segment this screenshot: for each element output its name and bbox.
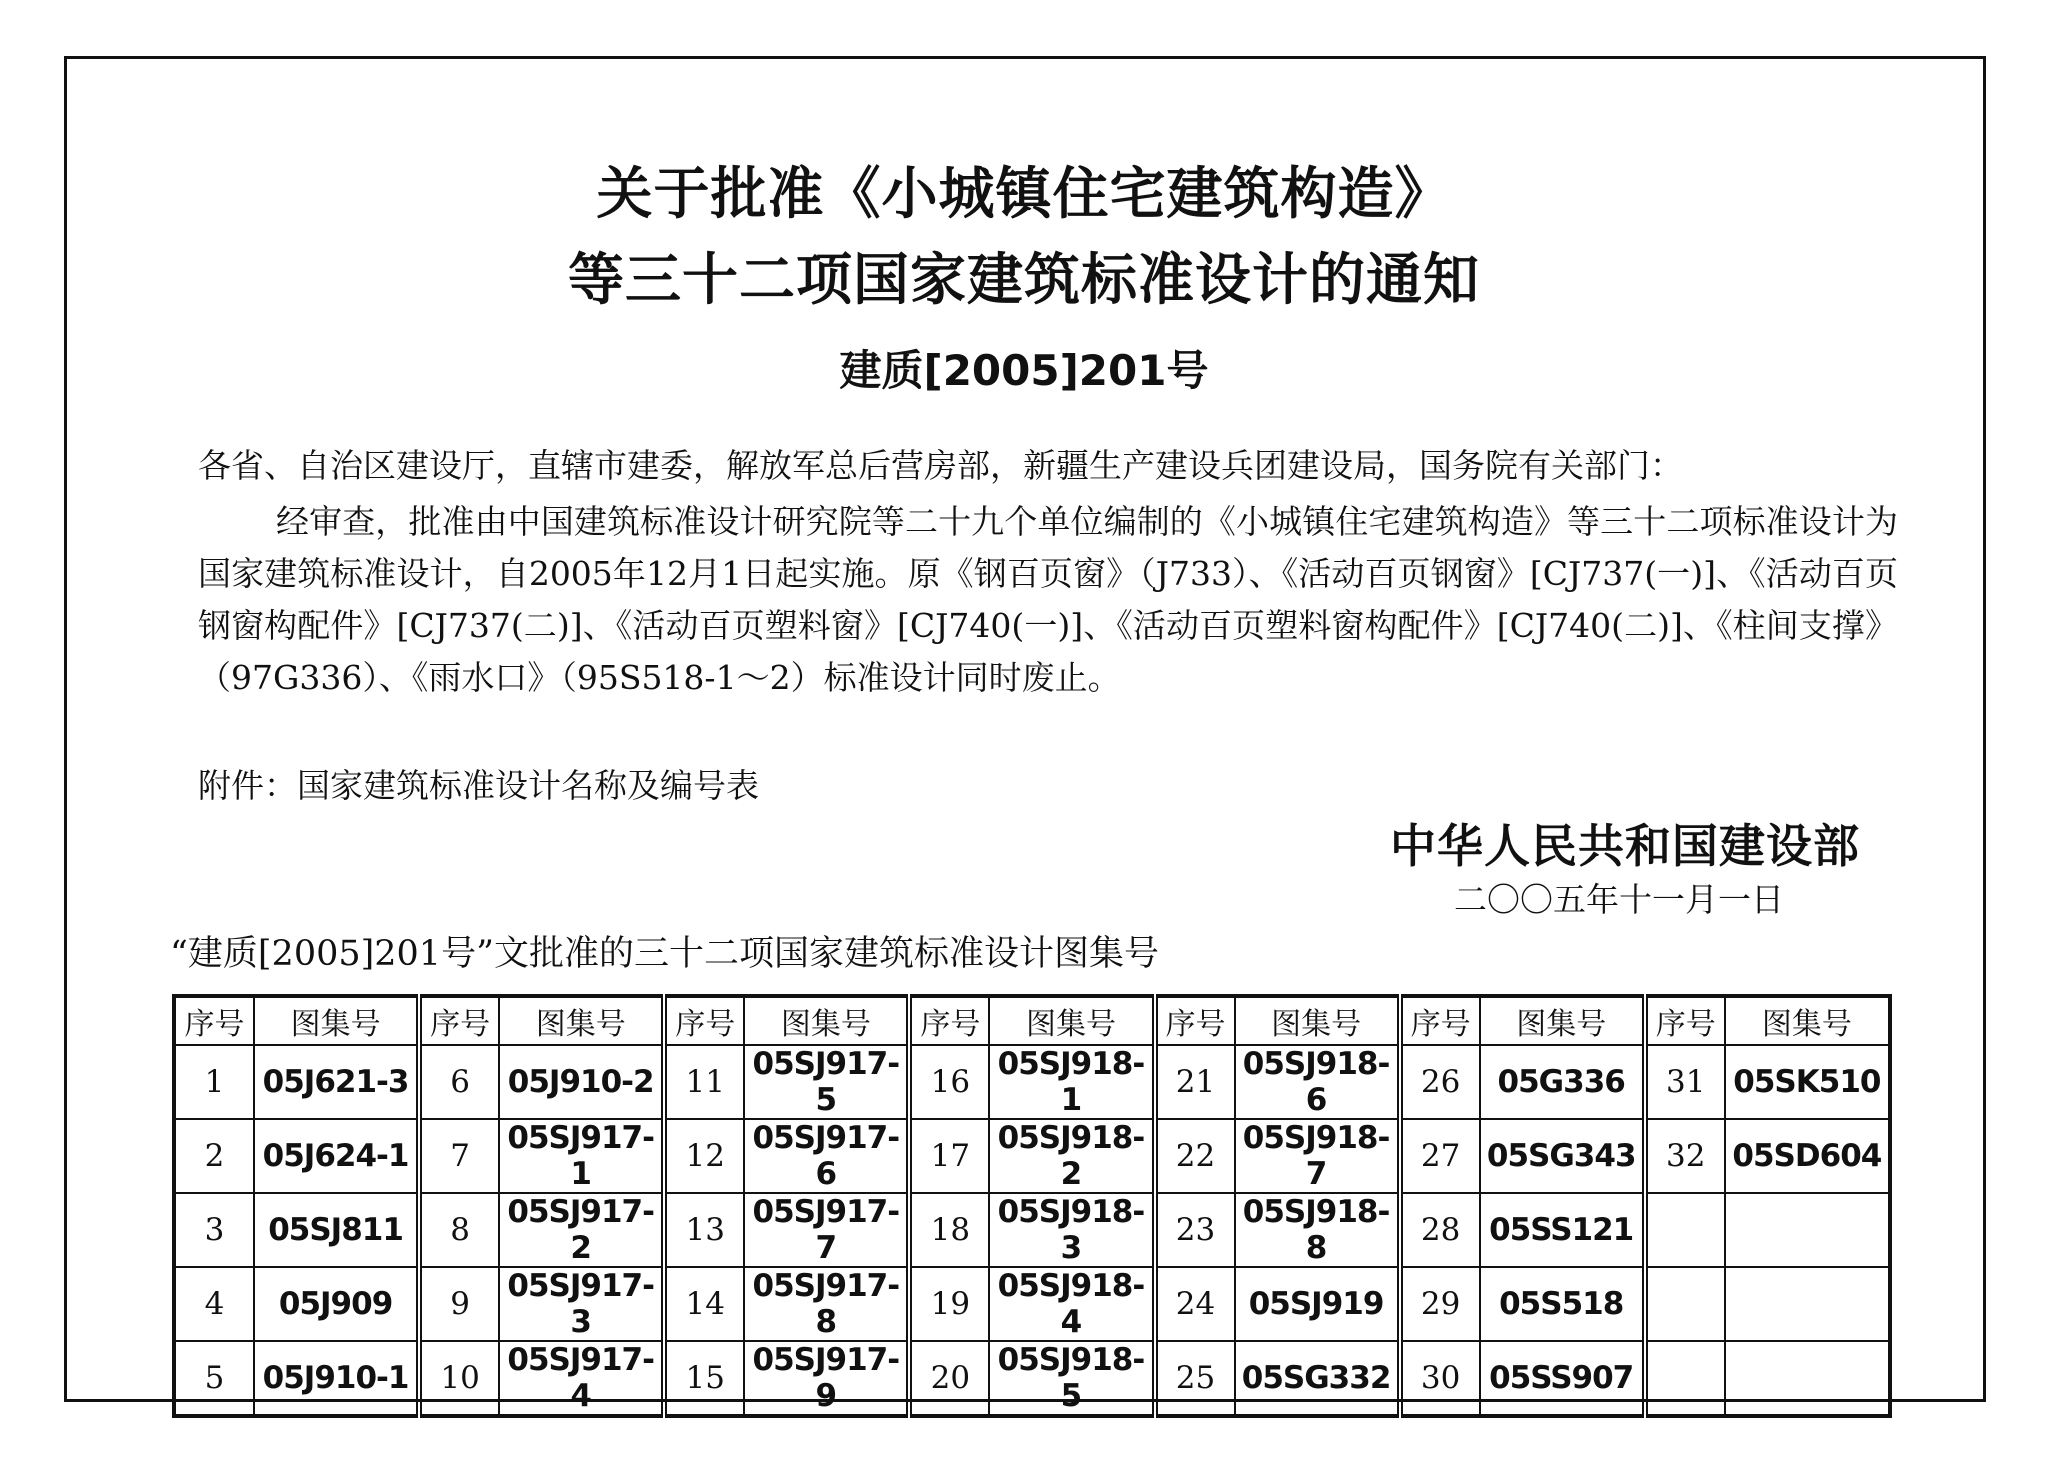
cell-seq: 32 (1645, 1119, 1725, 1193)
title-line-2: 等三十二项国家建筑标准设计的通知 (568, 248, 1480, 313)
cell-atlas-code: 05J910-2 (499, 1045, 664, 1119)
cell-atlas-code: 05SJ917-8 (744, 1267, 909, 1341)
cell-seq (1645, 1193, 1725, 1267)
cell-seq: 25 (1155, 1341, 1235, 1416)
table-header-row (174, 996, 1890, 1045)
notice-body: 经审查，批准由中国建筑标准设计研究院等二十九个单位编制的《小城镇住宅建筑构造》等三十二项标准设计为国家建筑标准设计，自2005年12月1日起实施。原《钢百页窗》（J733）、《活动百页钢窗》[CJ737(一)]、《活动百页钢窗构配件》[CJ737(二)]、《活动百页塑料窗》[CJ740(一)]、《活动百页塑料窗构配件》[CJ740(二)]、《柱间支撑》（97G336）、《雨水口》（95S518-1～2）标准设计同时废止。 (198, 502, 1898, 697)
header-code: 图集号 (1725, 996, 1890, 1045)
cell-atlas-code: 05SJ918-2 (989, 1119, 1154, 1193)
cell-atlas-code: 05J624-1 (254, 1119, 419, 1193)
cell-atlas-code: 05J621-3 (254, 1045, 419, 1119)
cell-atlas-code: 05SJ918-3 (989, 1193, 1154, 1267)
cell-atlas-code (1725, 1193, 1890, 1267)
cell-seq: 7 (419, 1119, 499, 1193)
cell-atlas-code: 05SJ917-9 (744, 1341, 909, 1416)
header-code: 图集号 (1480, 996, 1645, 1045)
cell-atlas-code: 05SS121 (1480, 1193, 1645, 1267)
document-number: 建质[2005]201号 (839, 346, 1209, 395)
cell-seq: 17 (909, 1119, 989, 1193)
table-caption: “建质[2005]201号”文批准的三十二项国家建筑标准设计图集号 (170, 934, 1159, 974)
cell-seq: 28 (1400, 1193, 1480, 1267)
cell-atlas-code: 05SJ917-7 (744, 1193, 909, 1267)
cell-seq: 5 (174, 1341, 254, 1416)
cell-atlas-code: 05SK510 (1725, 1045, 1890, 1119)
cell-atlas-code: 05SD604 (1725, 1119, 1890, 1193)
cell-atlas-code (1725, 1267, 1890, 1341)
addressee: 各省、自治区建设厅，直辖市建委，解放军总后营房部，新疆生产建设兵团建设局，国务院有关部门： (198, 446, 1683, 485)
attachment-note: 附件：国家建筑标准设计名称及编号表 (198, 766, 759, 805)
header-seq: 序号 (419, 996, 499, 1045)
cell-seq: 31 (1645, 1045, 1725, 1119)
header-seq: 序号 (1155, 996, 1235, 1045)
cell-seq: 3 (174, 1193, 254, 1267)
header-code: 图集号 (499, 996, 664, 1045)
cell-atlas-code: 05S518 (1480, 1267, 1645, 1341)
cell-seq: 29 (1400, 1267, 1480, 1341)
table-row (174, 1267, 1890, 1341)
cell-seq: 22 (1155, 1119, 1235, 1193)
header-code: 图集号 (254, 996, 419, 1045)
cell-seq: 12 (664, 1119, 744, 1193)
header-code: 图集号 (744, 996, 909, 1045)
cell-seq: 6 (419, 1045, 499, 1119)
header-code: 图集号 (989, 996, 1154, 1045)
cell-seq: 15 (664, 1341, 744, 1416)
cell-atlas-code: 05SJ917-4 (499, 1341, 664, 1416)
cell-atlas-code: 05SJ811 (254, 1193, 419, 1267)
cell-atlas-code: 05SJ917-2 (499, 1193, 664, 1267)
cell-seq: 13 (664, 1193, 744, 1267)
cell-seq: 23 (1155, 1193, 1235, 1267)
signature-date: 二〇〇五年十一月一日 (1454, 880, 1784, 919)
cell-atlas-code: 05J909 (254, 1267, 419, 1341)
cell-seq: 11 (664, 1045, 744, 1119)
cell-atlas-code: 05SG343 (1480, 1119, 1645, 1193)
cell-atlas-code: 05SJ918-4 (989, 1267, 1154, 1341)
cell-seq: 21 (1155, 1045, 1235, 1119)
cell-atlas-code: 05G336 (1480, 1045, 1645, 1119)
table-row (174, 1341, 1890, 1416)
cell-atlas-code: 05SJ919 (1235, 1267, 1400, 1341)
cell-atlas-code: 05SS907 (1480, 1341, 1645, 1416)
cell-seq: 26 (1400, 1045, 1480, 1119)
cell-atlas-code: 05J910-1 (254, 1341, 419, 1416)
cell-seq (1645, 1341, 1725, 1416)
signature-organization: 中华人民共和国建设部 (1390, 819, 1860, 873)
cell-atlas-code: 05SJ918-1 (989, 1045, 1154, 1119)
table-row (174, 1045, 1890, 1119)
cell-atlas-code (1725, 1341, 1890, 1416)
cell-seq: 16 (909, 1045, 989, 1119)
cell-atlas-code: 05SJ918-6 (1235, 1045, 1400, 1119)
cell-seq: 18 (909, 1193, 989, 1267)
cell-seq: 8 (419, 1193, 499, 1267)
atlas-number-table (172, 994, 1892, 1418)
table-row (174, 1119, 1890, 1193)
cell-seq: 14 (664, 1267, 744, 1341)
cell-seq: 20 (909, 1341, 989, 1416)
cell-atlas-code: 05SG332 (1235, 1341, 1400, 1416)
cell-seq: 4 (174, 1267, 254, 1341)
header-seq: 序号 (174, 996, 254, 1045)
cell-seq: 1 (174, 1045, 254, 1119)
cell-atlas-code: 05SJ917-5 (744, 1045, 909, 1119)
cell-seq: 27 (1400, 1119, 1480, 1193)
cell-atlas-code: 05SJ917-6 (744, 1119, 909, 1193)
cell-atlas-code: 05SJ918-5 (989, 1341, 1154, 1416)
cell-seq: 19 (909, 1267, 989, 1341)
cell-seq: 24 (1155, 1267, 1235, 1341)
cell-seq: 2 (174, 1119, 254, 1193)
cell-atlas-code: 05SJ918-8 (1235, 1193, 1400, 1267)
cell-seq (1645, 1267, 1725, 1341)
header-seq: 序号 (1400, 996, 1480, 1045)
header-seq: 序号 (909, 996, 989, 1045)
cell-atlas-code: 05SJ917-1 (499, 1119, 664, 1193)
header-code: 图集号 (1235, 996, 1400, 1045)
table-row (174, 1193, 1890, 1267)
title-line-1: 关于批准《小城镇住宅建筑构造》 (596, 162, 1452, 227)
header-seq: 序号 (664, 996, 744, 1045)
header-seq: 序号 (1645, 996, 1725, 1045)
cell-atlas-code: 05SJ917-3 (499, 1267, 664, 1341)
cell-atlas-code: 05SJ918-7 (1235, 1119, 1400, 1193)
cell-seq: 9 (419, 1267, 499, 1341)
cell-seq: 10 (419, 1341, 499, 1416)
cell-seq: 30 (1400, 1341, 1480, 1416)
